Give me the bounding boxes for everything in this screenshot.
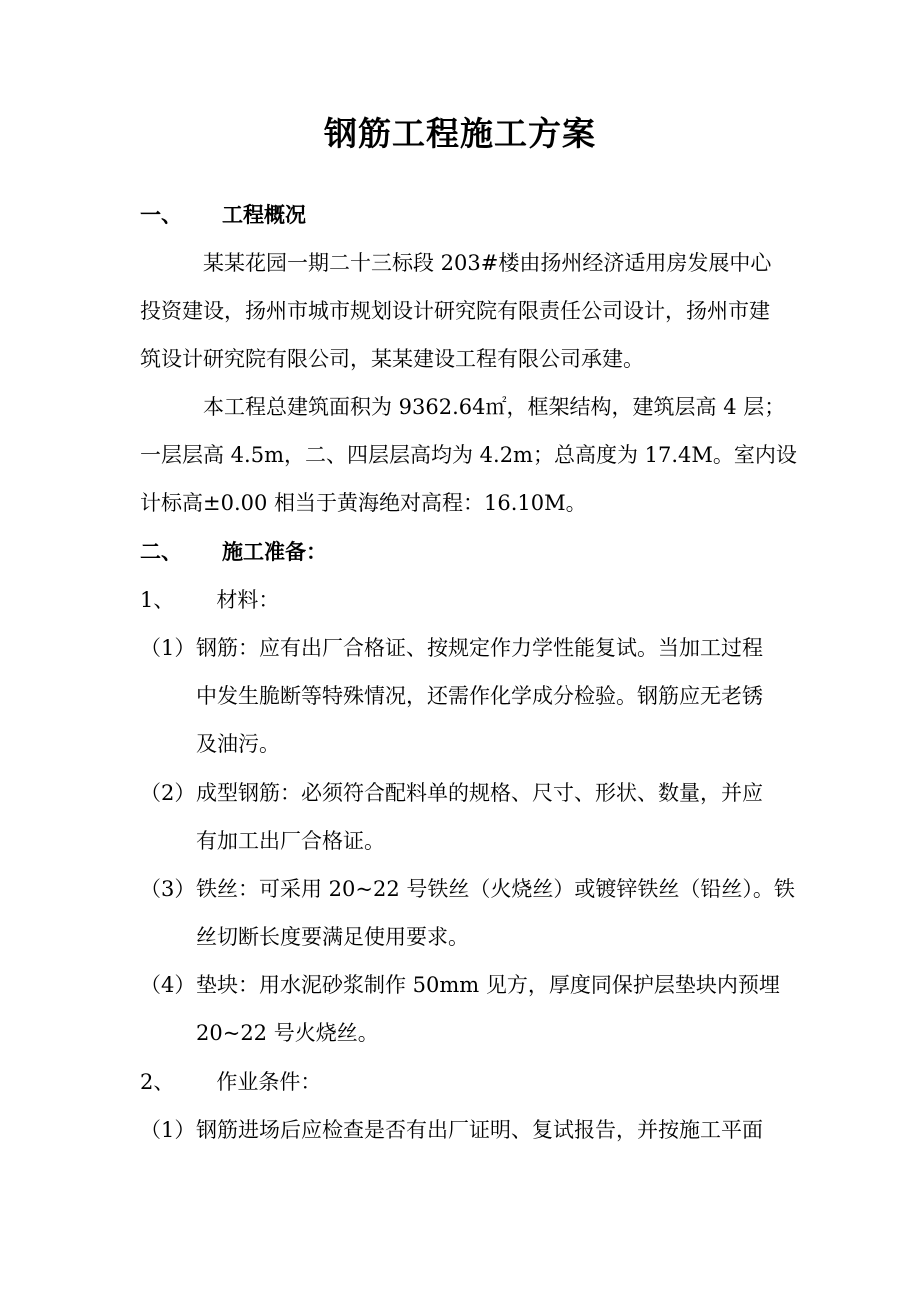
paragraph-line: 筑设计研究院有限公司，某某建设工程有限公司承建。 — [140, 347, 644, 371]
list-item-marker: （1） — [140, 1118, 196, 1142]
list-item-line: 有加工出厂合格证。 — [196, 829, 385, 853]
subsection-2-marker: 2、 — [140, 1070, 175, 1094]
section-2-marker: 二、 — [140, 540, 182, 564]
subsection-2-label: 作业条件： — [216, 1070, 322, 1094]
section-1-heading: 工程概况 — [222, 203, 306, 227]
subsection-1-label: 材料： — [216, 588, 280, 612]
subsection-1-marker: 1、 — [140, 588, 175, 612]
list-item-line: 20~22 号火烧丝。 — [196, 1021, 379, 1045]
section-1-heading-row — [140, 200, 306, 230]
subsection-1-row — [140, 585, 279, 615]
list-item-line: 垫块：用水泥砂浆制作 50mm 见方，厚度同保护层垫块内预埋 — [196, 973, 780, 997]
section-2-heading-row — [140, 537, 327, 567]
paragraph-line: 本工程总建筑面积为 9362.64㎡，框架结构，建筑层高 4 层； — [203, 395, 786, 419]
paragraph-line: 投资建设，扬州市城市规划设计研究院有限责任公司设计，扬州市建 — [140, 299, 770, 323]
list-item-marker: （1） — [140, 636, 196, 660]
list-item-marker: （2） — [140, 781, 196, 805]
paragraph-line: 某某花园一期二十三标段 203#楼由扬州经济适用房发展中心 — [203, 251, 772, 275]
list-item-line: 丝切断长度要满足使用要求。 — [196, 925, 469, 949]
list-item-line: 钢筋：应有出厂合格证、按规定作力学性能复试。当加工过程 — [196, 636, 763, 660]
list-item-marker: （4） — [140, 973, 196, 997]
list-item-line: 成型钢筋：必须符合配料单的规格、尺寸、形状、数量，并应 — [196, 781, 763, 805]
section-2-heading: 施工准备： — [222, 540, 327, 564]
list-item-line: 及油污。 — [196, 732, 280, 756]
document-title: 钢筋工程施工方案 — [324, 114, 596, 153]
list-item-line: 钢筋进场后应检查是否有出厂证明、复试报告，并按施工平面 — [196, 1118, 763, 1142]
paragraph-line: 一层层高 4.5m，二、四层层高均为 4.2m；总高度为 17.4M。室内设 — [140, 443, 797, 467]
list-item-marker: （3） — [140, 877, 196, 901]
paragraph-line: 计标高±0.00 相当于黄海绝对高程：16.10M。 — [140, 491, 587, 515]
list-item-line: 铁丝：可采用 20~22 号铁丝（火烧丝）或镀锌铁丝（铅丝）。铁 — [196, 877, 795, 901]
subsection-2-row — [140, 1067, 321, 1097]
section-1-marker: 一、 — [140, 203, 182, 227]
list-item-line: 中发生脆断等特殊情况，还需作化学成分检验。钢筋应无老锈 — [196, 684, 763, 708]
